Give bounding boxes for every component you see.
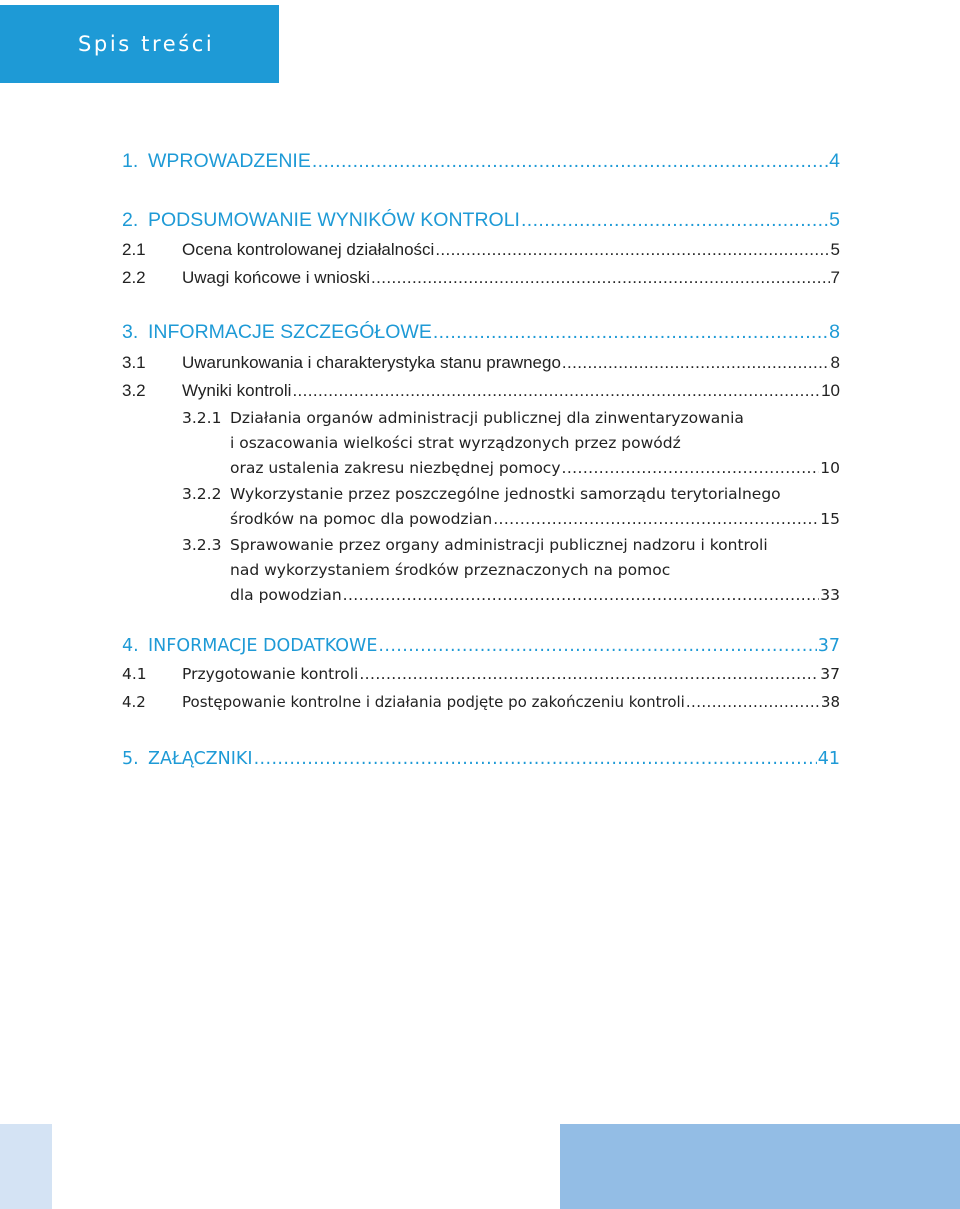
toc-page: 8: [829, 321, 840, 343]
toc-page: 37: [820, 665, 840, 683]
toc-leader: [292, 382, 820, 399]
toc-page: 8: [830, 353, 840, 372]
toc-leader: [359, 667, 819, 683]
toc-number: 3.2.3: [182, 536, 222, 554]
toc-leader: [343, 588, 820, 604]
toc-entry-4-1[interactable]: [122, 667, 840, 683]
toc-leader: [493, 512, 819, 528]
toc-leader: [686, 695, 820, 710]
toc-title-line-2: nad wykorzystaniem środków przeznaczonych na pomoc: [230, 561, 671, 579]
toc-title: Przygotowanie kontroli: [182, 665, 359, 683]
toc-page: 10: [820, 459, 840, 477]
toc-title-line-1: Działania organów administracji publicznej dla zinwentaryzowania: [230, 409, 744, 427]
toc-page: 15: [820, 510, 840, 528]
toc-leader: [433, 323, 828, 343]
toc-entry-1[interactable]: [122, 152, 840, 172]
toc-leader: [371, 269, 830, 286]
toc-entry-3[interactable]: [122, 323, 840, 343]
toc-leader: [521, 211, 828, 231]
toc-page: 5: [830, 240, 840, 259]
toc-leader: [562, 354, 830, 371]
toc-entry-2-2[interactable]: [122, 269, 840, 286]
toc-number: 3.2: [122, 381, 146, 400]
toc-leader: [562, 461, 820, 477]
toc-page: 38: [820, 693, 840, 711]
toc-page: 4: [829, 150, 840, 172]
toc-title-line-2: środków na pomoc dla powodzian: [230, 510, 493, 528]
toc-entry-3-2[interactable]: [122, 382, 840, 399]
toc-title-line-2: i oszacowania wielkości strat wyrządzonych przez powódź: [230, 434, 681, 452]
toc-number: 3.1: [122, 353, 146, 372]
toc-title: INFORMACJE DODATKOWE: [148, 636, 378, 656]
toc-title: Postępowanie kontrolne i działania podjęte po zakończeniu kontroli: [182, 693, 685, 711]
toc-number: 2.: [122, 209, 139, 231]
toc-leader: [435, 241, 829, 258]
toc-leader: [378, 638, 816, 656]
footer-decor-right: [560, 1124, 960, 1209]
toc-title-line-1: Wykorzystanie przez poszczególne jednostki samorządu terytorialnego: [230, 485, 781, 503]
toc-number: 1.: [122, 150, 139, 172]
toc-number: 3.2.2: [182, 485, 222, 503]
toc-number: 4.2: [122, 693, 146, 711]
page-title: Spis treści: [78, 32, 215, 56]
toc-number: 3.2.1: [182, 409, 222, 427]
toc-page: 10: [821, 381, 840, 400]
toc-entry-4-2[interactable]: [122, 695, 840, 710]
toc-page: 7: [830, 268, 840, 287]
toc-title: PODSUMOWANIE WYNIKÓW KONTROLI: [148, 209, 520, 231]
toc-title: WPROWADZENIE: [148, 150, 311, 172]
toc-entry-4[interactable]: [122, 638, 840, 656]
toc-page: 5: [829, 209, 840, 231]
toc-entry-2[interactable]: [122, 211, 840, 231]
toc-entry-2-1[interactable]: [122, 241, 840, 258]
toc-title: INFORMACJE SZCZEGÓŁOWE: [148, 321, 432, 343]
title-banner: [0, 5, 279, 83]
toc-number: 3.: [122, 321, 139, 343]
toc-number: 4.: [122, 636, 139, 656]
toc-title-line-3: oraz ustalenia zakresu niezbędnej pomocy: [230, 459, 561, 477]
toc-number: 5.: [122, 749, 139, 769]
toc-number: 2.2: [122, 268, 146, 287]
toc-page: 33: [820, 586, 840, 604]
toc-last-line: [230, 588, 840, 604]
toc-last-line: [230, 512, 840, 528]
toc-title: Ocena kontrolowanej działalności: [182, 240, 435, 259]
toc-title: Uwarunkowania i charakterystyka stanu prawnego: [182, 353, 561, 372]
toc-page: 37: [817, 636, 840, 656]
toc-title-line-1: Sprawowanie przez organy administracji publicznej nadzoru i kontroli: [230, 536, 768, 554]
toc-title: Wyniki kontroli: [182, 381, 292, 400]
toc-number: 4.1: [122, 665, 147, 683]
toc-title: ZAŁĄCZNIKI: [148, 749, 253, 769]
toc-last-line: [230, 461, 840, 477]
toc-title-line-3: dla powodzian: [230, 586, 342, 604]
toc-leader: [312, 152, 828, 172]
toc-entry-5[interactable]: [122, 751, 840, 769]
toc-entry-3-1[interactable]: [122, 354, 840, 371]
footer-decor-left: [0, 1124, 52, 1209]
toc-page: 41: [817, 749, 840, 769]
toc-number: 2.1: [122, 240, 146, 259]
toc-title: Uwagi końcowe i wnioski: [182, 268, 371, 287]
toc-leader: [254, 751, 817, 769]
